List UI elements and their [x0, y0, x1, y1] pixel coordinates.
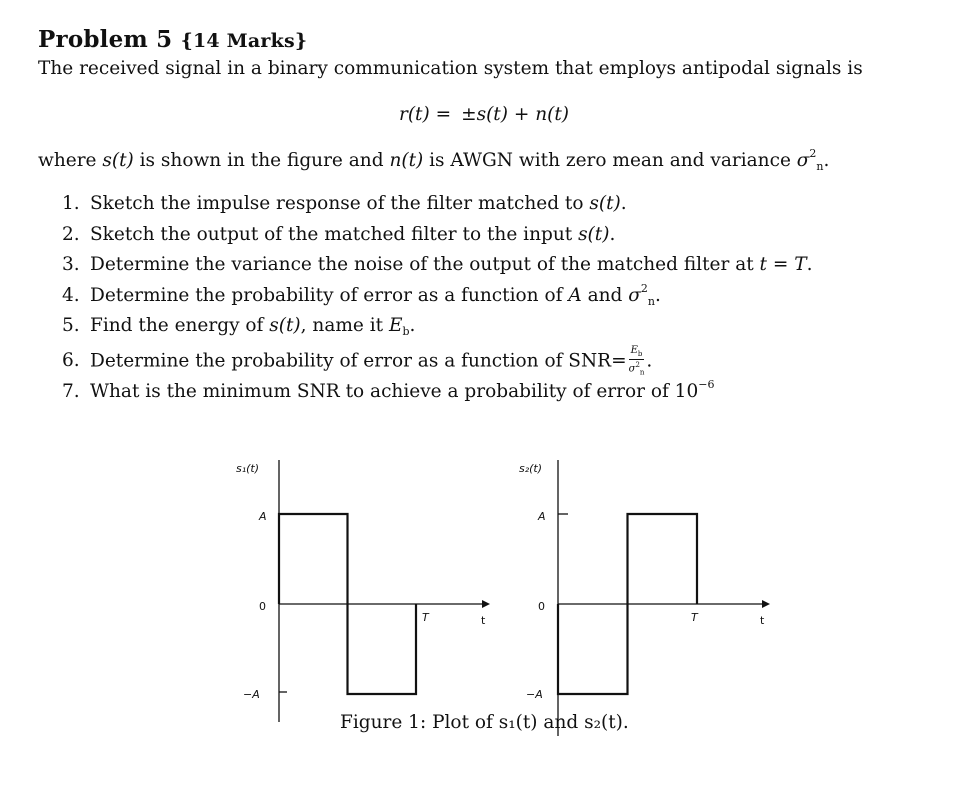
where-part-3: is AWGN with zero mean and variance: [423, 150, 797, 171]
question-math: s(t): [578, 223, 610, 245]
problem-marks: {14 Marks}: [180, 30, 308, 52]
question-sigma: σ: [628, 284, 641, 306]
question-number: 6.: [62, 350, 80, 372]
question-exponent: −6: [698, 377, 715, 391]
question-number: 2.: [62, 223, 80, 245]
question-text: Find the energy of: [90, 315, 270, 336]
question-text: Sketch the impulse response of the filter matched to: [90, 193, 590, 214]
question-end: .: [646, 350, 653, 372]
question-end: .: [806, 254, 813, 275]
where-part-4: .: [823, 150, 830, 171]
question-number: 3.: [62, 254, 80, 275]
s2-x-arrow-icon: [762, 600, 770, 608]
question-end-dot: .: [409, 315, 416, 336]
energy-subscript: b: [402, 325, 410, 338]
s1-t-label: T: [422, 611, 429, 624]
where-s: s(t): [102, 150, 134, 171]
equation-lhs: r(t) =: [398, 104, 452, 125]
question-sigma-sup: 2: [640, 281, 648, 295]
where-sigma-sub: n: [816, 160, 824, 173]
s1-label-zero: 0: [259, 600, 266, 613]
question-text: Determine the variance the noise of the output of the matched filter at: [90, 254, 760, 275]
snr-numerator-symbol: E: [630, 344, 638, 356]
question-math: t = T: [759, 254, 807, 275]
snr-numerator-sub: b: [637, 349, 643, 358]
snr-denominator-sup: 2: [635, 360, 640, 369]
question-text: Determine the probability of error as a function of: [90, 284, 569, 306]
question-math: s(t): [589, 193, 621, 214]
question-end: .: [620, 193, 627, 214]
question-end-dot: .: [654, 284, 661, 306]
question-end: .: [609, 223, 616, 245]
question-end: , name it: [300, 315, 389, 336]
plot-s1: [236, 460, 490, 722]
s1-label-neg: −A: [243, 688, 260, 701]
question-text: What is the minimum SNR to achieve a probability of error of 10: [90, 380, 699, 402]
question-math: A: [568, 284, 582, 306]
question-text: Sketch the output of the matched filter to the input: [90, 223, 579, 245]
question-number: 1.: [62, 193, 80, 214]
question-math: s(t): [269, 315, 301, 336]
s2-label-a: A: [538, 510, 546, 523]
s1-x-axis-label: t: [481, 614, 486, 627]
where-sigma: σ: [796, 150, 810, 171]
problem-number: Problem 5: [38, 26, 173, 53]
s2-x-axis-label: t: [760, 614, 765, 627]
where-part-2: is shown in the figure and: [133, 150, 390, 171]
s2-t-label: T: [691, 611, 698, 624]
s2-ylabel: s₂(t): [519, 462, 543, 475]
energy-symbol: E: [388, 315, 403, 336]
s1-label-a: A: [259, 510, 267, 523]
s1-ylabel: s₁(t): [236, 462, 260, 475]
where-n: n(t): [389, 150, 424, 171]
where-sigma-sup: 2: [809, 147, 817, 160]
where-part-1: where: [38, 150, 103, 171]
snr-denominator-sub: n: [639, 367, 645, 376]
plot-s2: [519, 460, 770, 736]
question-sigma-sub: n: [647, 294, 655, 308]
question-end: and: [581, 284, 629, 306]
question-number: 5.: [62, 315, 80, 336]
snr-denominator-symbol: σ: [628, 362, 636, 374]
question-text: Determine the probability of error as a function of SNR=: [90, 350, 627, 372]
s2-label-neg: −A: [526, 688, 543, 701]
s1-x-arrow-icon: [482, 600, 490, 608]
intro-text: The received signal in a binary communication system that employs antipodal signals is: [38, 58, 863, 79]
question-number: 7.: [62, 380, 80, 402]
s2-label-zero: 0: [538, 600, 545, 613]
figure-caption: Figure 1: Plot of s₁(t) and s₂(t).: [340, 712, 629, 733]
question-number: 4.: [62, 284, 80, 306]
equation-rhs: ±s(t) + n(t): [461, 104, 570, 125]
